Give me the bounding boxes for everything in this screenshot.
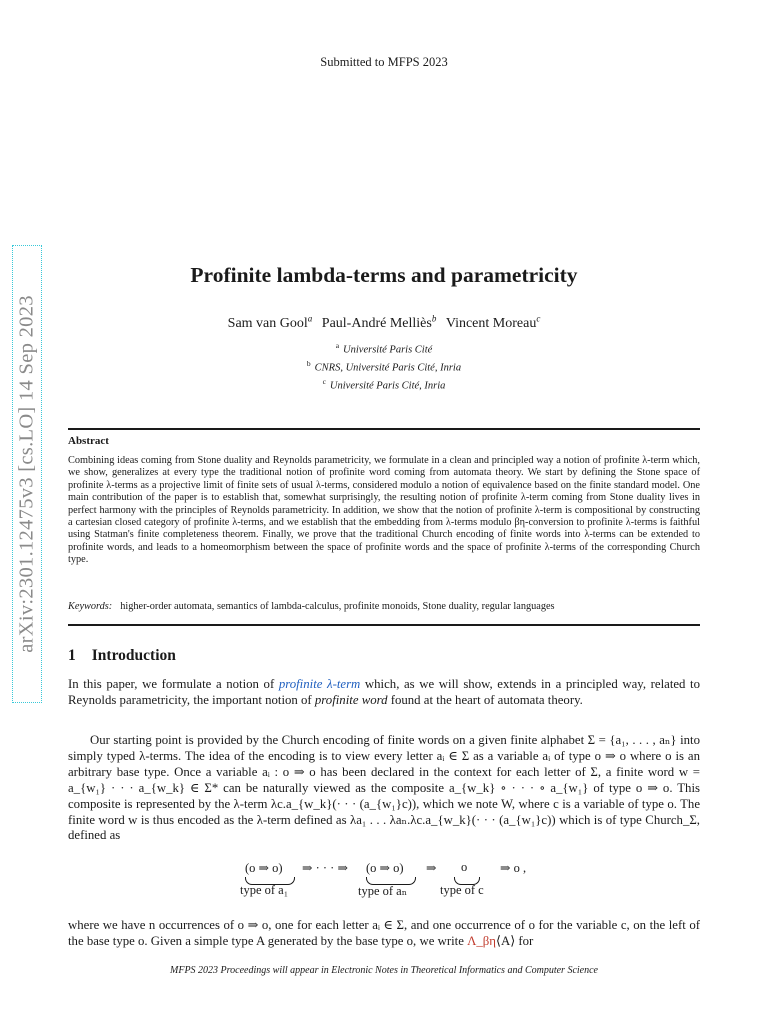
formula-term: (o ⇒ o): [366, 861, 404, 875]
author: Vincent Moreau$^c$: [445, 313, 541, 331]
keywords-label: Keywords:: [68, 601, 113, 612]
affiliation: $^a$ Université Paris Cité: [335, 341, 433, 356]
author: Paul-André Melliès$^b$: [321, 313, 437, 331]
formula-arrow: ⇒ o ,: [500, 861, 527, 875]
affiliation: $^b$ CNRS, Université Paris Cité, Inria: [306, 359, 462, 374]
formula-term: (o ⇒ o): [245, 861, 283, 875]
keywords-text: higher-order automata, semantics of lambda-calculus, profinite monoids, Stone duality, regular languages: [120, 601, 555, 612]
section-heading: [68, 647, 176, 665]
section-title: Introduction: [91, 647, 176, 664]
arxiv-identifier: arXiv:2301.12475v3 [cs.LO] 14 Sep 2023: [15, 295, 38, 653]
formula-term: o: [461, 860, 468, 874]
abstract-body: Combining ideas coming from Stone duality and Reynolds parametricity, we formulate in a clean and principled way a notion of profinite λ-term which, we show, generalizes at every type the traditional notion of profinite word coming from automata theory. We start by defining the Stone space of profinite λ-terms as a projective limit of finite sets of usual λ-terms, considered modulo a notion of equivalence based on the finite standard model. One main contribution of the paper is to establish that, somewhat surprisingly, the resulting notion of profinite λ-term coming from Stone duality lives in perfect harmony with the principles of Reynolds parametricity. In addition, we show that the notion of profinite λ-term is compositional by constructing a cartesian closed category of profinite λ-terms, and we establish that the embedding from λ-terms modulo βη-conversion to profinite λ-terms is faithful using Statman's finite completeness theorem. Finally, we prove that the traditional Church encoding of finite words into λ-terms can be extended to profinite words, and leads to a homeomorphism between the space of profinite words and the space of profinite λ-terms of the corresponding Church type.: [68, 455, 700, 566]
formula-arrow: ⇒: [426, 861, 437, 875]
intro-paragraph-1: In this paper, we formulate a notion of profinite λ-term which, as we will show, extends in a principled way, related to Reynolds parametricity, the important notion of profinite word found at the heart of automata theory.: [68, 677, 701, 707]
abstract-heading: Abstract: [68, 435, 109, 447]
submission-note: Submitted to MFPS 2023: [320, 55, 448, 69]
intro-paragraph-2: Our starting point is provided by the Church encoding of finite words on a given finite alphabet Σ = {a₁, . . . , aₙ} into simply typed λ-terms. The idea of the encoding is to view every letter aᵢ ∈ Σ as a variable aᵢ of type o ⇒ o where o is an arbitrary base type. Once a variable aᵢ : o ⇒ o has been declared in the context for each letter of Σ, a finite word w = a_{w₁} · · · a_{w_k} ∈ Σ* can be naturally viewed as the composite a_{w_k} ∘ · · · ∘ a_{w₁} of type o ⇒ o. This composite is represented by the λ-term λc.a_{w_k}(· · · (a_{w₁}c)), which we note W, where c is a variable of type o. The finite word w is thus encoded as the λ-term defined as λa₁ . . . λaₙ.λc.a_{w_k}(· · · (a_{w₁}c)) which is of type Church_Σ, defined as: [68, 733, 700, 843]
formula-arrow: ⇒ · · · ⇒: [302, 861, 348, 875]
intro-paragraph-3: where we have n occurrences of o ⇒ o, one for each letter aᵢ ∈ Σ, and one occurrence of o for the variable c, on the left of the base type o. Given a simple type A generated by the base type o, we write Λ_βη⟨A⟩ for: [68, 918, 700, 948]
keywords: [68, 601, 700, 612]
brace-label: type of aₙ: [358, 884, 408, 898]
abstract-top-rule: [68, 428, 700, 430]
paper-title: Profinite lambda-terms and parametricity: [190, 263, 578, 287]
page-footer: MFPS 2023 Proceedings will appear in Electronic Notes in Theoretical Informatics and Computer Science: [170, 965, 598, 976]
lambda-beta-eta-ref[interactable]: Λ_βη: [467, 934, 496, 948]
author: Sam van Gool$^a$: [227, 313, 313, 331]
brace-label: type of a₁: [240, 883, 289, 897]
author-list: [0, 313, 768, 332]
section-number: 1: [68, 647, 76, 664]
abstract-bottom-rule: [68, 624, 700, 626]
church-type-formula: [230, 860, 550, 900]
brace-label: type of c: [440, 883, 484, 897]
affiliation: $^c$ Université Paris Cité, Inria: [322, 377, 446, 392]
profinite-term-link[interactable]: profinite λ-term: [278, 677, 361, 691]
